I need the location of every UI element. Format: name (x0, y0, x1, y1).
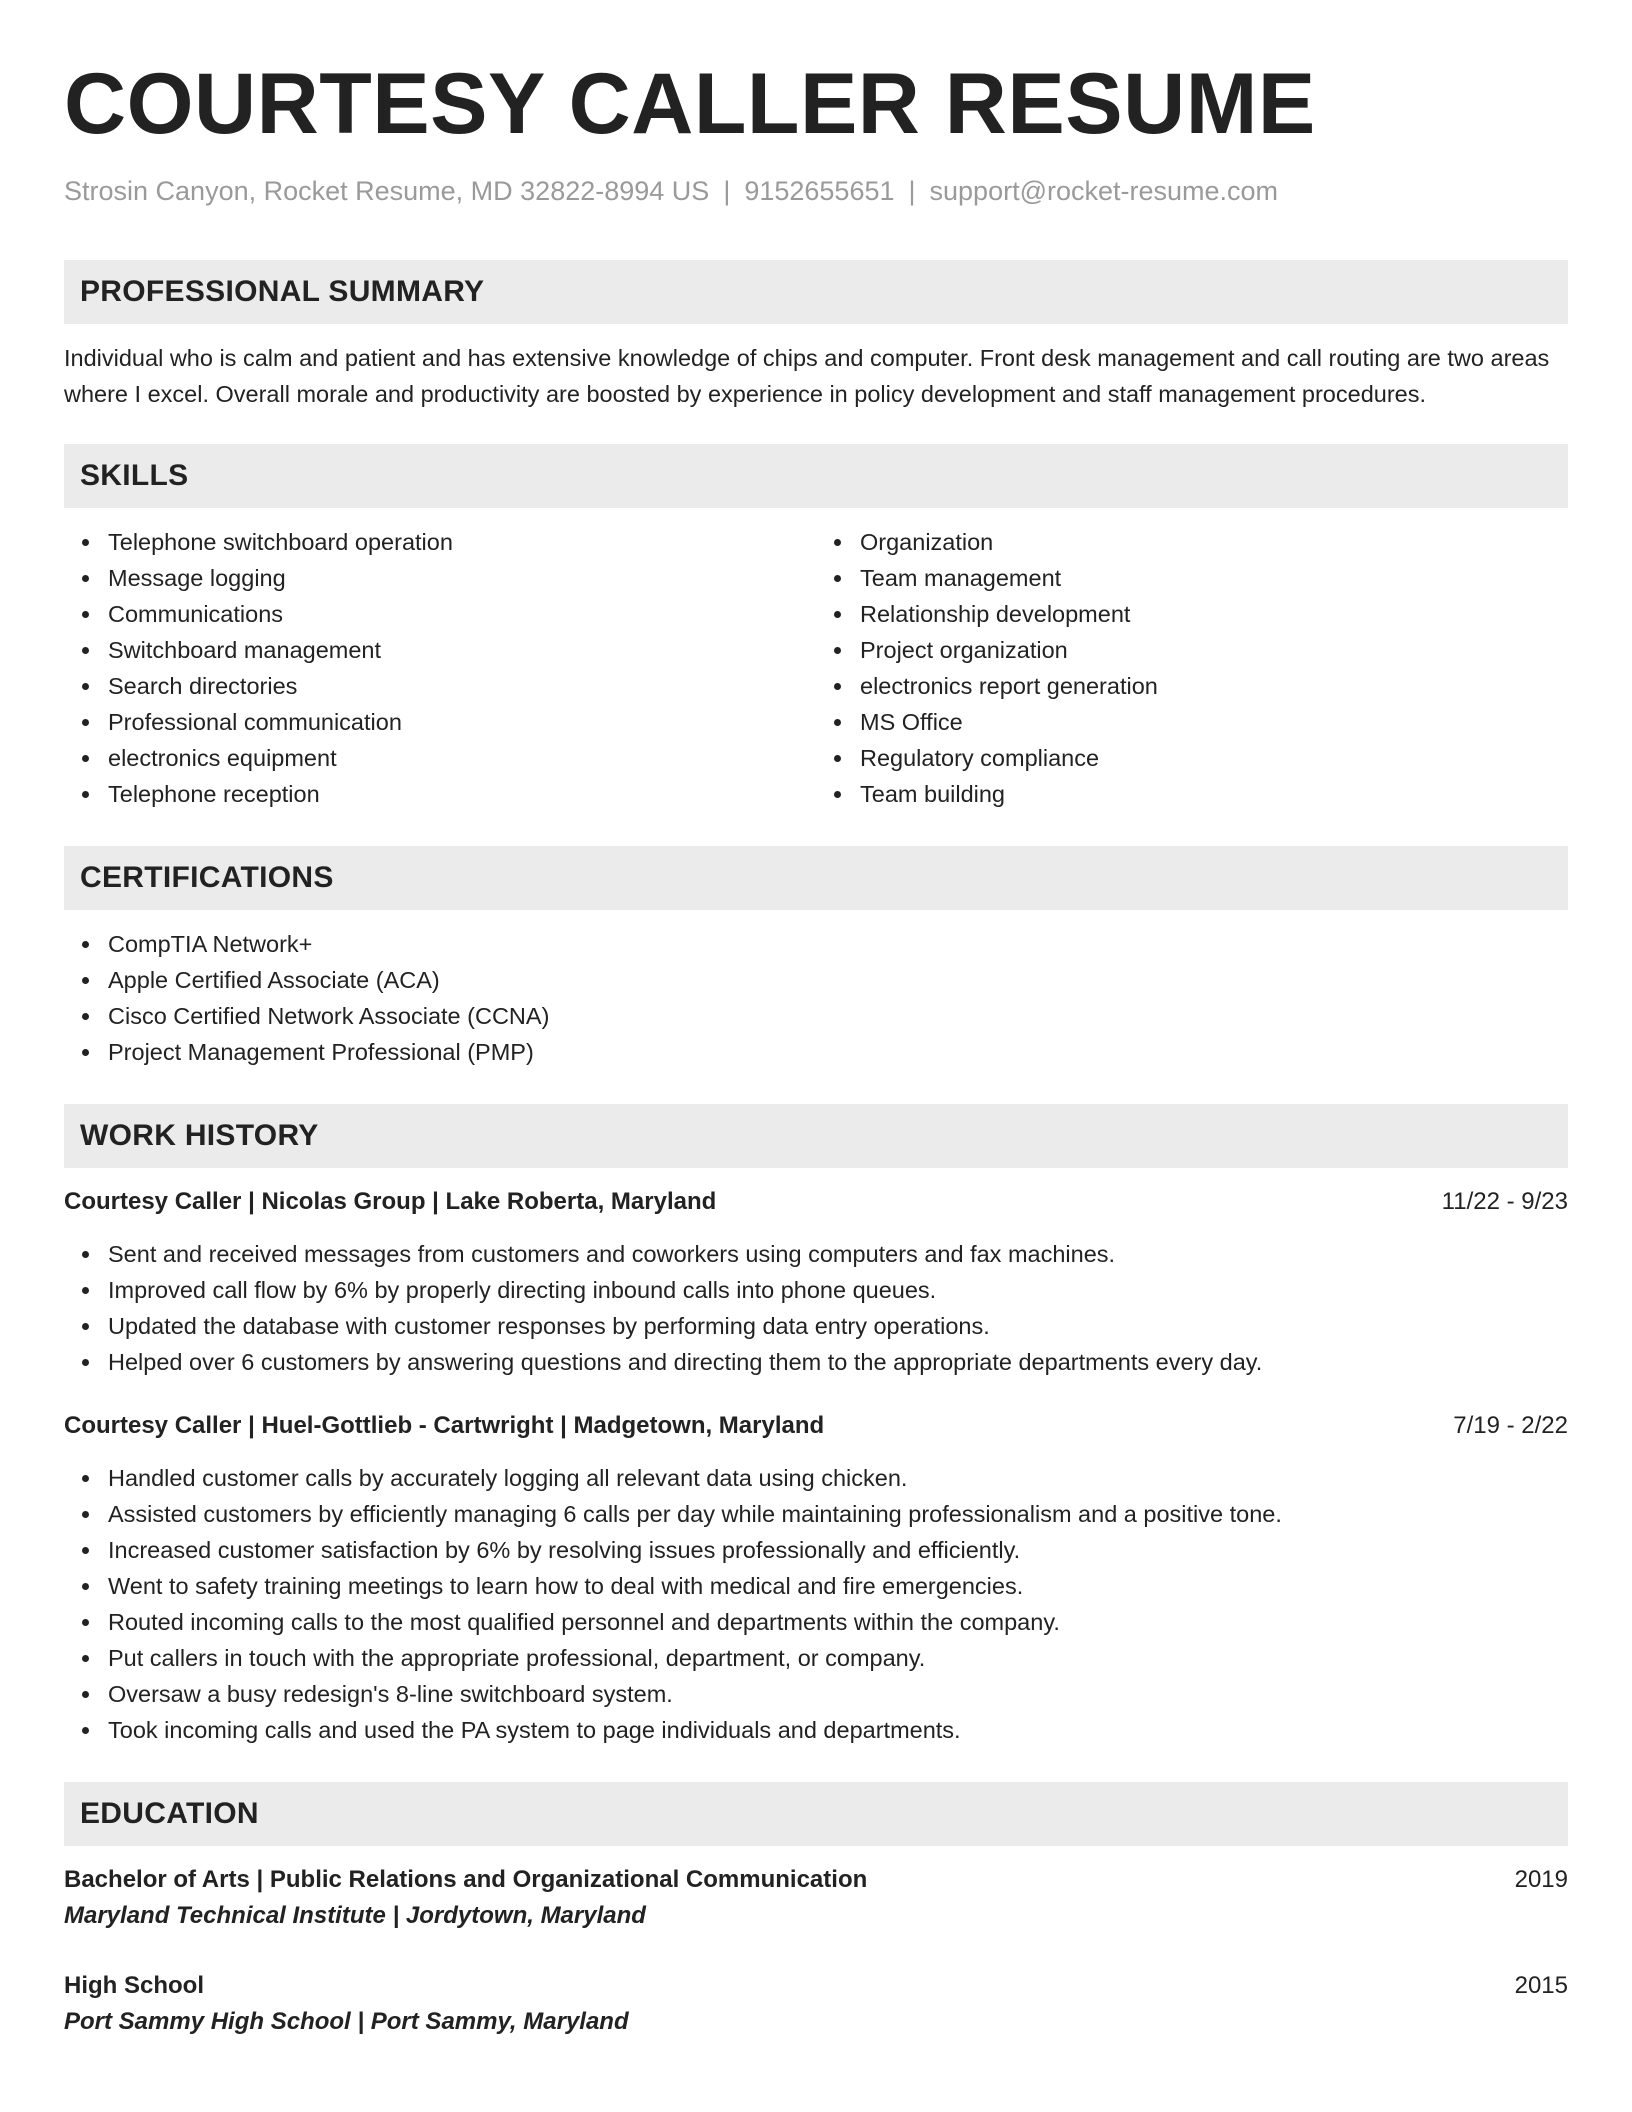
skills-list-left (64, 524, 816, 812)
skill-item: Switchboard management (108, 632, 816, 668)
skill-item: Professional communication (108, 704, 816, 740)
job-dates: 11/22 - 9/23 (1441, 1188, 1568, 1215)
skill-item: Organization (860, 524, 1568, 560)
section-header-education: EDUCATION (64, 1782, 1568, 1846)
section-header-summary: PROFESSIONAL SUMMARY (64, 260, 1568, 324)
education-year: 2015 (1514, 1972, 1568, 1999)
section-header-work-history: WORK HISTORY (64, 1104, 1568, 1168)
skill-item: Regulatory compliance (860, 740, 1568, 776)
summary-text: Individual who is calm and patient and has extensive knowledge of chips and computer. Front desk management and call routing are two areas where I excel. Overall morale and productivity are boosted by experience in policy development and staff management procedures. (64, 345, 1550, 407)
skill-item: electronics equipment (108, 740, 816, 776)
skill-item: electronics report generation (860, 668, 1568, 704)
skills-column-left (64, 524, 816, 812)
education-degree: High School (64, 1972, 204, 1999)
job-bullets (64, 1236, 1568, 1380)
contact-separator: | (908, 176, 916, 206)
skills-column-right (816, 524, 1568, 812)
skill-item: Search directories (108, 668, 816, 704)
job-bullet: Increased customer satisfaction by 6% by resolving issues professionally and efficiently. (108, 1532, 1568, 1568)
skill-item: Message logging (108, 560, 816, 596)
job-bullet: Updated the database with customer responses by performing data entry operations. (108, 1308, 1568, 1344)
job-entry (64, 1184, 1568, 1380)
education-header (64, 1968, 1568, 2004)
job-title: Courtesy Caller | Nicolas Group | Lake Roberta, Maryland (64, 1188, 717, 1215)
job-bullet: Oversaw a busy redesign's 8-line switchboard system. (108, 1676, 1568, 1712)
skill-item: Team management (860, 560, 1568, 596)
skills-list-right (816, 524, 1568, 812)
skill-item: Telephone switchboard operation (108, 524, 816, 560)
job-bullet: Sent and received messages from customers and coworkers using computers and fax machines. (108, 1236, 1568, 1272)
certification-item: Cisco Certified Network Associate (CCNA) (108, 998, 1568, 1034)
certification-item: Project Management Professional (PMP) (108, 1034, 1568, 1070)
job-bullet: Went to safety training meetings to learn how to deal with medical and fire emergencies. (108, 1568, 1568, 1604)
contact-address: Strosin Canyon, Rocket Resume, MD 32822-8994 US (64, 176, 710, 206)
education-entry (64, 1862, 1568, 1934)
section-header-skills: SKILLS (64, 444, 1568, 508)
education-school: Maryland Technical Institute | Jordytown, Maryland (64, 1902, 646, 1929)
job-title: Courtesy Caller | Huel-Gottlieb - Cartwright | Madgetown, Maryland (64, 1412, 825, 1439)
job-dates: 7/19 - 2/22 (1453, 1412, 1568, 1439)
job-header (64, 1408, 1568, 1444)
education-header (64, 1862, 1568, 1898)
skill-item: Team building (860, 776, 1568, 812)
job-entry (64, 1408, 1568, 1748)
job-bullet: Assisted customers by efficiently managing 6 calls per day while maintaining professionalism and a positive tone. (108, 1496, 1568, 1532)
job-bullet: Routed incoming calls to the most qualified personnel and departments within the company. (108, 1604, 1568, 1640)
skill-item: Telephone reception (108, 776, 816, 812)
skill-item: MS Office (860, 704, 1568, 740)
section-header-certifications: CERTIFICATIONS (64, 846, 1568, 910)
skill-item: Relationship development (860, 596, 1568, 632)
contact-separator: | (723, 176, 731, 206)
education-degree: Bachelor of Arts | Public Relations and Organizational Communication (64, 1866, 868, 1893)
skill-item: Communications (108, 596, 816, 632)
education-entry (64, 1968, 1568, 2040)
contact-email: support@rocket-resume.com (929, 176, 1279, 206)
certification-item: Apple Certified Associate (ACA) (108, 962, 1568, 998)
education-school: Port Sammy High School | Port Sammy, Maryland (64, 2008, 629, 2035)
skills-columns (64, 524, 1568, 812)
job-bullet: Put callers in touch with the appropriate professional, department, or company. (108, 1640, 1568, 1676)
job-bullets (64, 1460, 1568, 1748)
certifications-list (64, 926, 1568, 1070)
job-bullet: Helped over 6 customers by answering questions and directing them to the appropriate departments every day. (108, 1344, 1568, 1380)
contact-phone: 9152655651 (744, 176, 895, 206)
job-header (64, 1184, 1568, 1220)
certification-item: CompTIA Network+ (108, 926, 1568, 962)
job-bullet: Took incoming calls and used the PA system to page individuals and departments. (108, 1712, 1568, 1748)
resume-title: COURTESY CALLER RESUME (64, 56, 1316, 152)
contact-line (64, 174, 1568, 208)
education-year: 2019 (1514, 1866, 1568, 1893)
skill-item: Project organization (860, 632, 1568, 668)
job-bullet: Handled customer calls by accurately logging all relevant data using chicken. (108, 1460, 1568, 1496)
job-bullet: Improved call flow by 6% by properly directing inbound calls into phone queues. (108, 1272, 1568, 1308)
